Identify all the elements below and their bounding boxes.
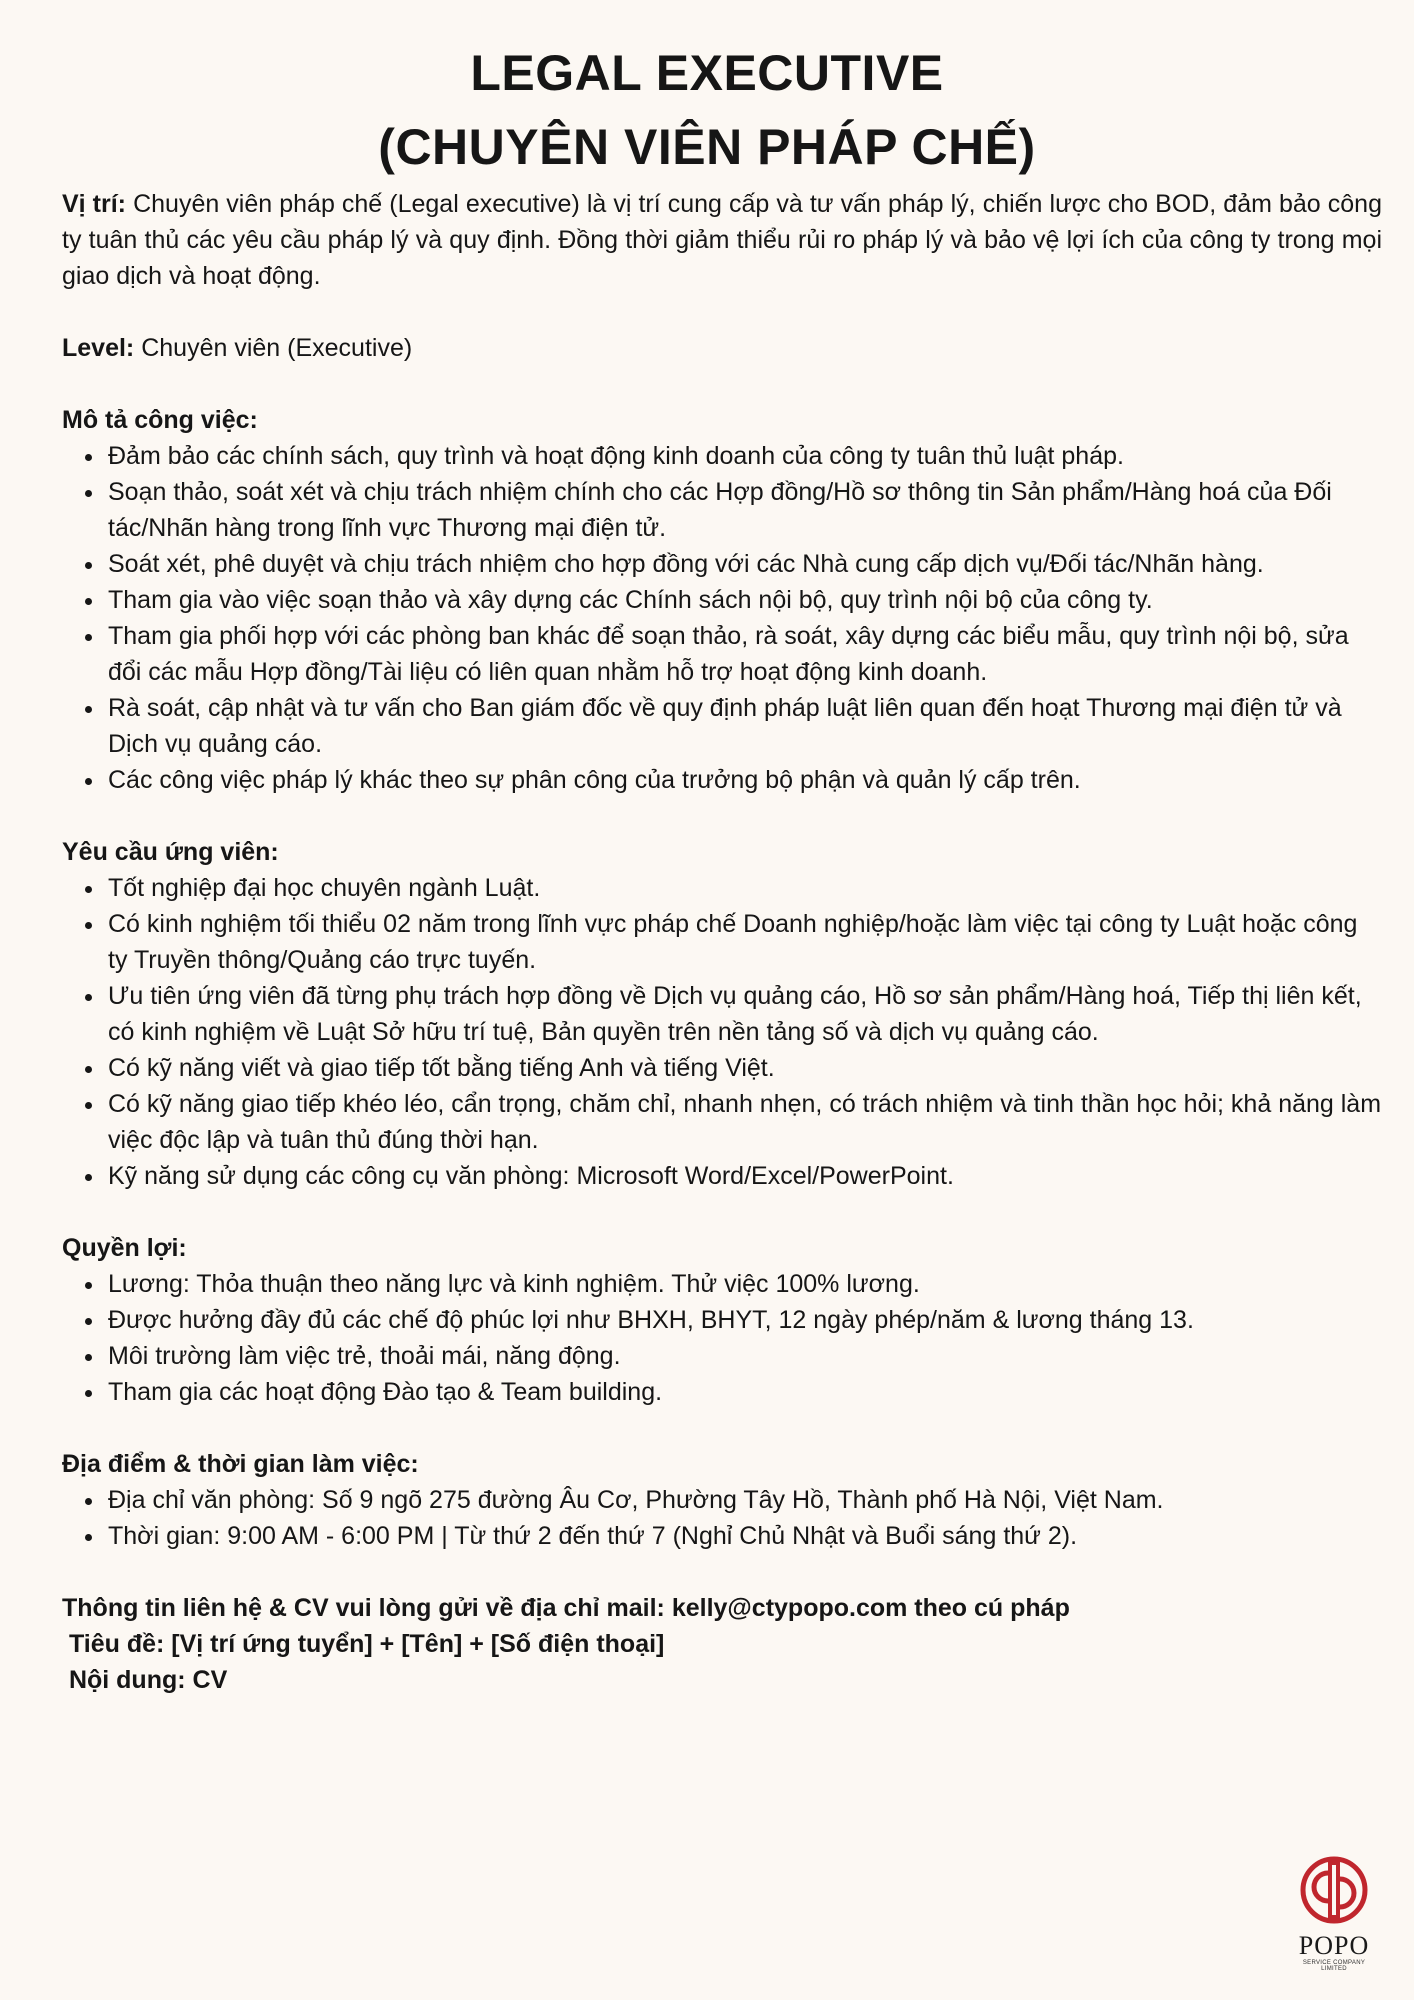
level-text: Chuyên viên (Executive) <box>134 334 413 362</box>
company-logo <box>1290 1855 1378 1972</box>
list-item: • Ưu tiên ứng viên đã từng phụ trách hợp đồng về Dịch vụ quảng cáo, Hồ sơ sản phẩm/Hàng hoá, Tiếp thị liên kết, có kinh nghiệm về Luật Sở hữu trí tuệ, Bản quyền trên nền tảng số và dịch vụ quảng cáo. <box>106 978 1382 1050</box>
logo-name: POPO <box>1298 1931 1370 1960</box>
level-label: Level: <box>62 334 135 362</box>
contact-line-2: Tiêu đề: [Vị trí ứng tuyển] + [Tên] + [Số điện thoại] <box>62 1630 665 1658</box>
page-title <box>0 36 1414 184</box>
list-item: • Lương: Thỏa thuận theo năng lực và kinh nghiệm. Thử việc 100% lương. <box>106 1266 1382 1302</box>
list-item: • Có kỹ năng giao tiếp khéo léo, cẩn trọng, chăm chỉ, nhanh nhẹn, có trách nhiệm và tinh thần học hỏi; khả năng làm việc độc lập và tuân thủ đúng thời hạn. <box>106 1086 1382 1158</box>
benefits-list <box>62 1266 1382 1410</box>
popo-logo-icon <box>1299 1855 1369 1925</box>
level-paragraph <box>62 330 1382 366</box>
list-item: • Tham gia phối hợp với các phòng ban khác để soạn thảo, rà soát, xây dựng các biểu mẫu, quy trình nội bộ, sửa đổi các mẫu Hợp đồng/Tài liệu có liên quan nhằm hỗ trợ hoạt động kinh doanh. <box>106 618 1382 690</box>
list-item: • Môi trường làm việc trẻ, thoải mái, năng động. <box>106 1338 1382 1374</box>
list-item: • Kỹ năng sử dụng các công cụ văn phòng: Microsoft Word/Excel/PowerPoint. <box>106 1158 1382 1194</box>
list-item: • Có kinh nghiệm tối thiểu 02 năm trong lĩnh vực pháp chế Doanh nghiệp/hoặc làm việc tại công ty Luật hoặc công ty Truyền thông/Quảng cáo trực tuyến. <box>106 906 1382 978</box>
benefits-heading: Quyền lợi: <box>62 1234 187 1262</box>
job-description-heading: Mô tả công việc: <box>62 406 258 434</box>
location-heading: Địa điểm & thời gian làm việc: <box>62 1450 419 1478</box>
list-item: • Tham gia vào việc soạn thảo và xây dựng các Chính sách nội bộ, quy trình nội bộ của công ty. <box>106 582 1382 618</box>
list-item: • Rà soát, cập nhật và tư vấn cho Ban giám đốc về quy định pháp luật liên quan đến hoạt Thương mại điện tử và Dịch vụ quảng cáo. <box>106 690 1382 762</box>
list-item: • Tốt nghiệp đại học chuyên ngành Luật. <box>106 870 1382 906</box>
list-item: • Các công việc pháp lý khác theo sự phân công của trưởng bộ phận và quản lý cấp trên. <box>106 762 1382 798</box>
list-item: • Được hưởng đầy đủ các chế độ phúc lợi như BHXH, BHYT, 12 ngày phép/năm & lương tháng 13. <box>106 1302 1382 1338</box>
contact-line-1: Thông tin liên hệ & CV vui lòng gửi về địa chỉ mail: kelly@ctypopo.com theo cú pháp <box>62 1594 1070 1622</box>
list-item: • Đảm bảo các chính sách, quy trình và hoạt động kinh doanh của công ty tuân thủ luật pháp. <box>106 438 1382 474</box>
position-paragraph <box>62 186 1382 294</box>
list-item: • Soát xét, phê duyệt và chịu trách nhiệm cho hợp đồng với các Nhà cung cấp dịch vụ/Đối tác/Nhãn hàng. <box>106 546 1382 582</box>
requirements-list <box>62 870 1382 1194</box>
contact-line-3: Nội dung: CV <box>62 1666 228 1694</box>
requirements-heading: Yêu cầu ứng viên: <box>62 838 279 866</box>
title-line-1: LEGAL EXECUTIVE <box>470 45 944 101</box>
document-body <box>62 186 1382 1698</box>
location-list <box>62 1482 1382 1554</box>
list-item: • Địa chỉ văn phòng: Số 9 ngõ 275 đường Âu Cơ, Phường Tây Hồ, Thành phố Hà Nội, Việt Nam. <box>106 1482 1382 1518</box>
list-item: • Có kỹ năng viết và giao tiếp tốt bằng tiếng Anh và tiếng Việt. <box>106 1050 1382 1086</box>
list-item: • Tham gia các hoạt động Đào tạo & Team building. <box>106 1374 1382 1410</box>
position-label: Vị trí: <box>62 190 127 218</box>
job-description-list <box>62 438 1382 798</box>
list-item: • Thời gian: 9:00 AM - 6:00 PM | Từ thứ 2 đến thứ 7 (Nghỉ Chủ Nhật và Buổi sáng thứ 2). <box>106 1518 1382 1554</box>
title-line-2: (CHUYÊN VIÊN PHÁP CHẾ) <box>378 119 1036 175</box>
position-text: Chuyên viên pháp chế (Legal executive) là vị trí cung cấp và tư vấn pháp lý, chiến lược cho BOD, đảm bảo công ty tuân thủ các yêu cầu pháp lý và quy định. Đồng thời giảm thiểu rủi ro pháp lý và bảo vệ lợi ích của công ty trong mọi giao dịch và hoạt động. <box>62 190 1382 290</box>
logo-subtitle: SERVICE COMPANY LIMITED <box>1302 1960 1366 1972</box>
list-item: • Soạn thảo, soát xét và chịu trách nhiệm chính cho các Hợp đồng/Hồ sơ thông tin Sản phẩm/Hàng hoá của Đối tác/Nhãn hàng trong lĩnh vực Thương mại điện tử. <box>106 474 1382 546</box>
